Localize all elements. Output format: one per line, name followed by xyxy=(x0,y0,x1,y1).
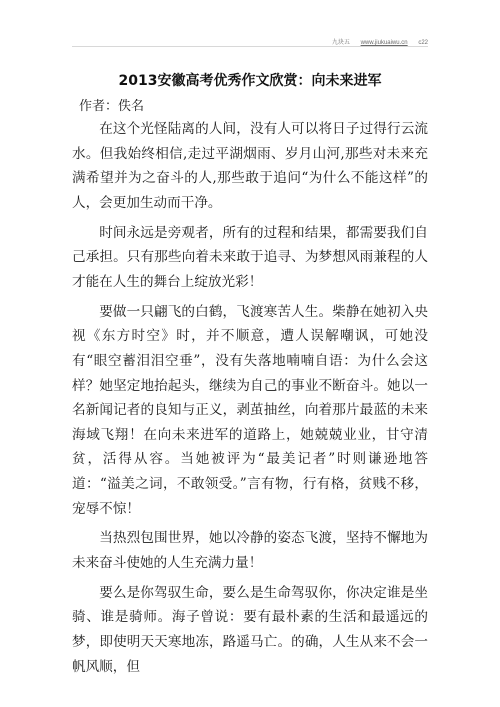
author-line: 作者：佚名 xyxy=(79,99,145,114)
page-header xyxy=(332,37,428,46)
site-name: 九块五 xyxy=(331,40,350,46)
document-title: 2013安徽高考优秀作文欣赏：向未来进军 xyxy=(118,73,382,89)
paragraph: 要么是你驾驭生命，要么是生命驾驭你，你决定谁是坐骑、谁是骑师。海子曾说：要有最朴素的生活和最遥远的梦，即使明天天寒地冻，路遥马亡。的确，人生从来不会一帆风顺，但 xyxy=(72,584,428,675)
essay-body xyxy=(72,117,428,679)
site-url-link[interactable]: www.jiukuaiwu.cn xyxy=(360,40,408,46)
page-number: c22 xyxy=(418,40,428,46)
paragraph: 要做一只翩飞的白鹤，飞渡寒苦人生。柴静在她初入央视《东方时空》时，并不顺意，遭人误解嘲讽，可她没有“眼空蓄泪泪空垂”，没有失落地喃喃自语：为什么会这样？她坚定地抬起头，继续为自己的事业不断奋斗。她以一名新闻记者的良知与正义，剥茧抽丝，向着那片最蓝的未来海域飞翔！在向未来进军的道路上，她兢兢业业，甘守清贫，活得从容。当她被评为“最美记者”时则谦逊地答道：“溢美之词，不敢领受。”言有物，行有格，贫贱不移，宠辱不惊！ xyxy=(72,303,428,517)
paragraph: 在这个光怪陆离的人间，没有人可以将日子过得行云流水。但我始终相信,走过平湖烟雨、岁月山河,那些对未来充满希望并为之奋斗的人,那些敢于追问“为什么不能这样”的人，会更加生动而干净。 xyxy=(72,121,428,211)
header-divider xyxy=(72,46,428,47)
paragraph: 时间永远是旁观者，所有的过程和结果，都需要我们自己承担。只有那些向着未来敢于追寻、为梦想风雨兼程的人才能在人生的舞台上绽放光彩！ xyxy=(72,224,428,290)
paragraph: 当热烈包围世界，她以冷静的姿态飞渡，坚持不懈地为未来奋斗使她的人生充满力量！ xyxy=(72,530,428,571)
